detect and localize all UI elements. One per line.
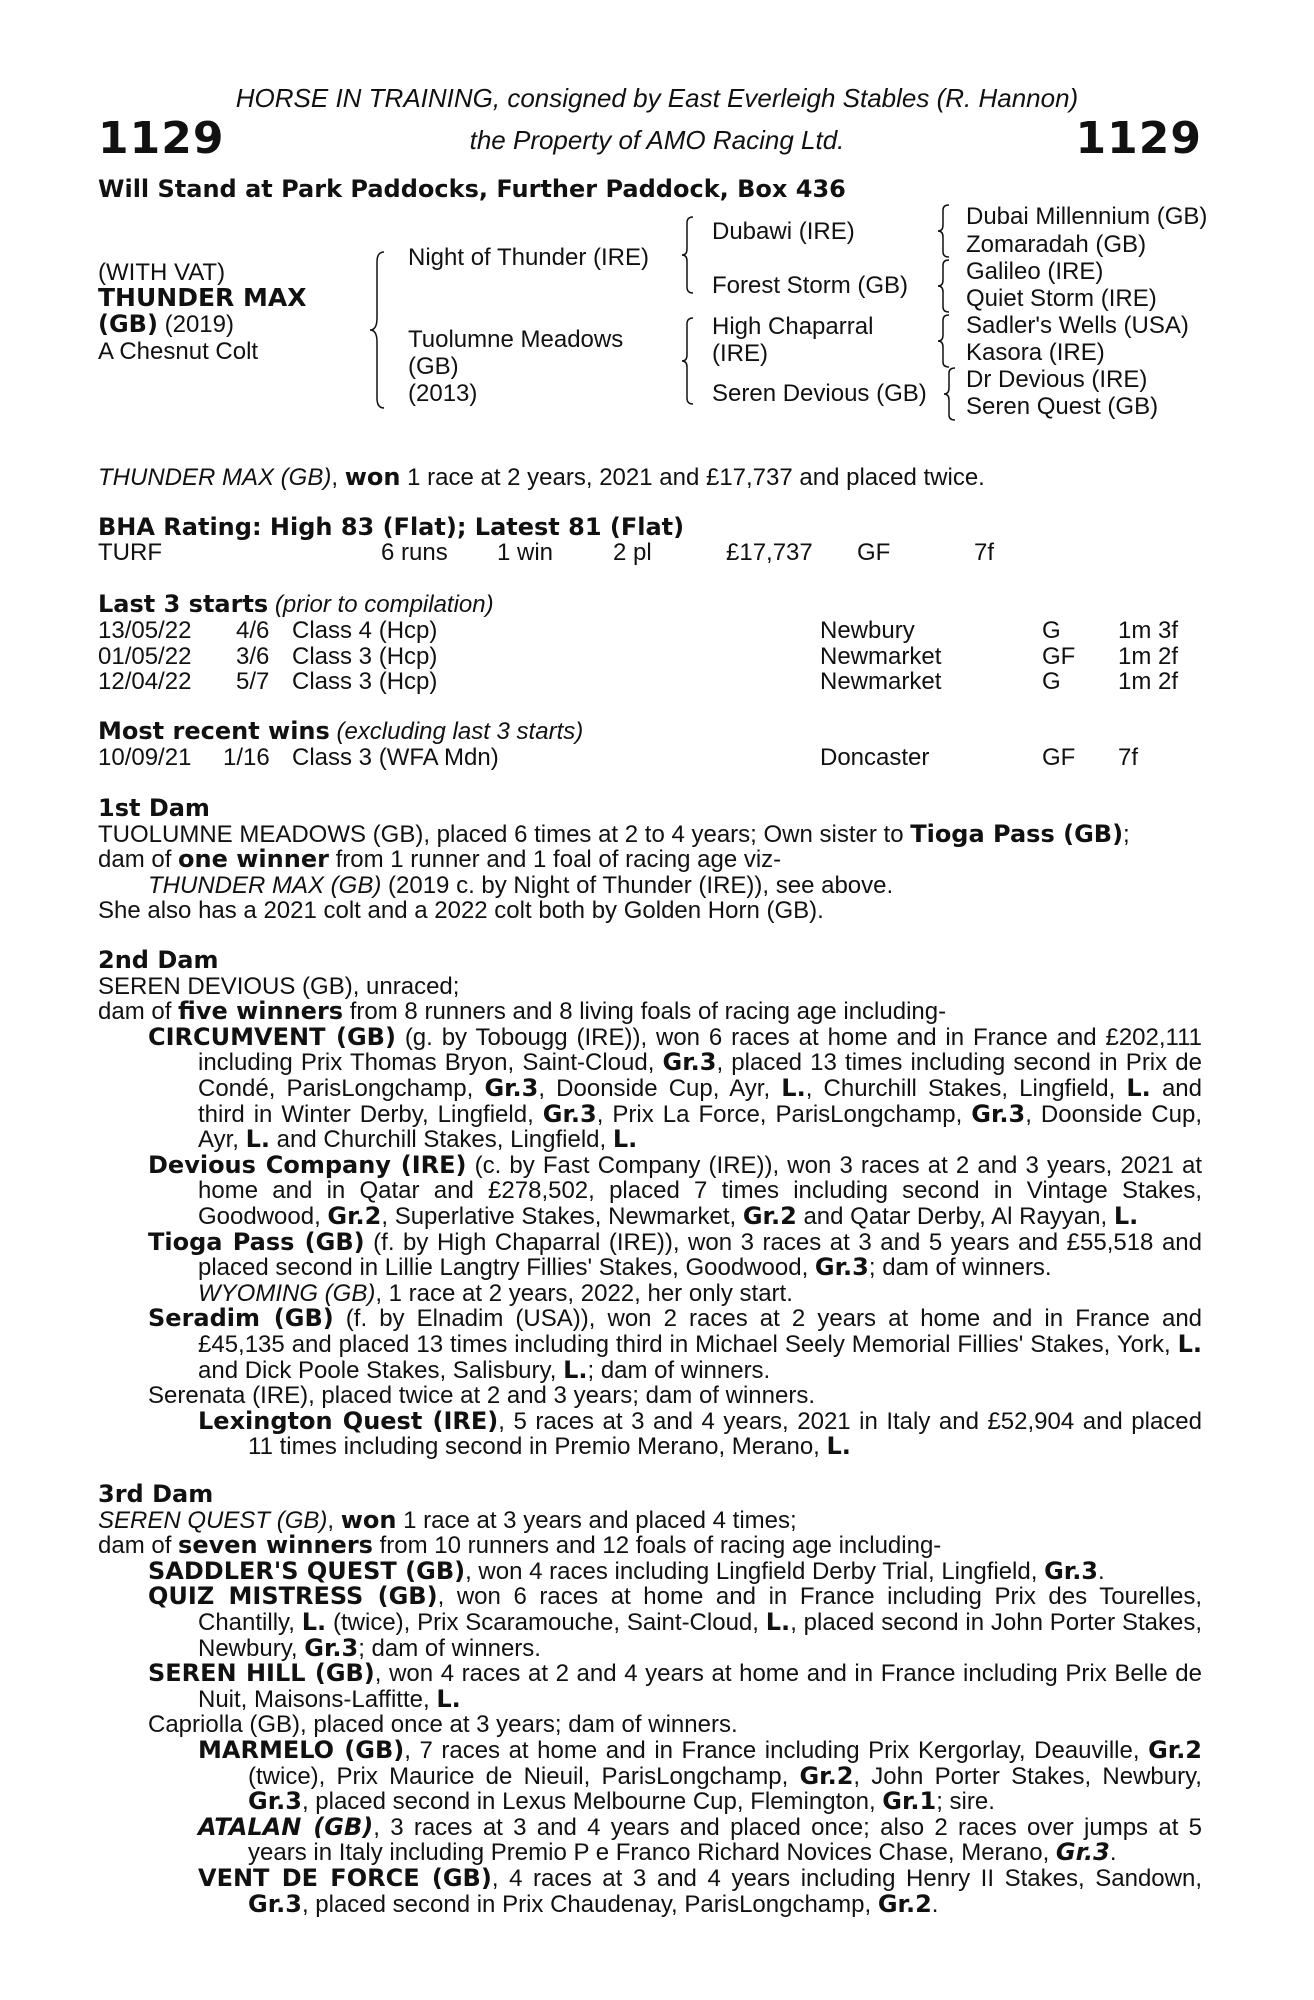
brace-gg2 xyxy=(936,258,952,314)
dam-line2: (GB) xyxy=(408,353,459,380)
produce-entry: Capriolla (GB), placed once at 3 years; dam of winners. xyxy=(148,1711,738,1739)
last3-heading xyxy=(98,592,494,618)
runs: 6 runs xyxy=(381,539,448,566)
produce-entry: Serenata (IRE), placed twice at 2 and 3 years; dam of winners. xyxy=(148,1382,815,1410)
brace-gg4 xyxy=(942,366,958,422)
third-dam-produce: dam of seven winners from 10 runners and 12 foals of racing age including- xyxy=(98,1531,942,1560)
summary-horse: THUNDER MAX (GB) xyxy=(98,464,332,491)
ggd-4: Seren Quest (GB) xyxy=(966,393,1159,420)
produce-entry: WYOMING (GB), 1 race at 2 years, 2022, her only start. xyxy=(198,1279,793,1307)
first-dam-also: She also has a 2021 colt and a 2022 colt both by Golden Horn (GB). xyxy=(98,897,824,925)
recent-table xyxy=(98,745,1208,771)
third-dam-line: SEREN QUEST (GB), won 1 race at 3 years and placed 4 times; xyxy=(98,1505,797,1534)
best-going: GF xyxy=(857,539,891,566)
ggs-2: Galileo (IRE) xyxy=(966,258,1104,285)
produce-entry: QUIZ MISTRESS (GB), won 6 races at home and in France including Prix des Tourelles, Chantilly, L. (twice), Prix Scaramouche, Saint-Cloud, L., placed second in John Porter Stakes, Newbury, Gr.3; dam of winners. xyxy=(148,1582,1203,1662)
brace-gg3 xyxy=(936,313,952,369)
first-dam-line: TUOLUMNE MEADOWS (GB), placed 6 times at 2 to 4 years; Own sister to Tioga Pass (GB); xyxy=(98,819,1130,848)
produce-entry: Seradim (GB) (f. by Elnadim (USA)), won 2 races at 2 years at home and in France and £45,135 and placed 13 times including third in Michael Seely Memorial Fillies' Stakes, York, L. and Dick Poole Stakes, Salisbury, L.; dam of winners. xyxy=(148,1304,1203,1384)
dam-line3: (2013) xyxy=(408,380,478,407)
main-brace xyxy=(368,250,388,410)
sire-sire: Dubawi (IRE) xyxy=(712,218,855,245)
first-dam-produce: dam of one winner from 1 runner and 1 foal of racing age viz- xyxy=(98,845,782,874)
dam-dam: Seren Devious (GB) xyxy=(712,380,927,407)
produce-entry: ATALAN (GB), 3 races at 3 and 4 years and placed once; also 2 races over jumps at 5 years in Italy including Premio P e Franco Richard Novices Chase, Merano, Gr.3. xyxy=(198,1812,1202,1867)
dam-line1: Tuolumne Meadows xyxy=(408,326,624,353)
race-summary xyxy=(98,465,985,491)
summary-sep: , xyxy=(331,464,345,491)
last3-title: Last 3 starts xyxy=(98,590,269,618)
produce-entry: CIRCUMVENT (GB) (g. by Tobougg (IRE)), won 6 races at home and in France and £202,111 including Prix Thomas Bryon, Saint-Cloud, Gr.3, placed 13 times including second in Prix de Condé, ParisLongchamp, Gr.3, Doonside Cup, Ayr, L., Churchill Stakes, Lingfield, L. and third in Winter Derby, Lingfield, Gr.3, Prix La Force, ParisLongchamp, Gr.3, Doonside Cup, Ayr, L. and Churchill Stakes, Lingfield, L. xyxy=(148,1022,1203,1154)
produce-entry: SADDLER'S QUEST (GB), won 4 races including Lingfield Derby Trial, Lingfield, Gr.3. xyxy=(148,1556,1105,1585)
lot-number-right: 1129 xyxy=(1075,113,1202,164)
ggs-3: Sadler's Wells (USA) xyxy=(966,312,1189,339)
summary-rest: 1 race at 2 years, 2021 and £17,737 and placed twice. xyxy=(400,464,985,491)
last3-note: (prior to compilation) xyxy=(268,591,494,618)
table-row: 12/04/22 5/7 Class 3 (Hcp) Newmarket G 1m 2f xyxy=(98,668,1179,696)
first-dam-section xyxy=(98,796,1202,924)
stand-location: Will Stand at Park Paddocks, Further Paddock, Box 436 xyxy=(98,175,846,203)
ggs-1: Dubai Millennium (GB) xyxy=(966,203,1208,230)
lot-number-left: 1129 xyxy=(98,113,225,164)
horse-origin-year xyxy=(98,312,234,338)
last3-table xyxy=(98,618,1208,695)
bha-rating: BHA Rating: High 83 (Flat); Latest 81 (Flat) xyxy=(98,513,685,541)
first-dam-foal: THUNDER MAX (GB) (2019 c. by Night of Thunder (IRE)), see above. xyxy=(148,871,894,899)
section-title: 3rd Dam xyxy=(98,1480,214,1508)
summary-won: won xyxy=(344,463,401,491)
dam-sire-line2: (IRE) xyxy=(712,340,768,367)
recent-title: Most recent wins xyxy=(98,717,330,745)
dam-brace xyxy=(680,316,696,406)
section-title: 1st Dam xyxy=(98,794,210,822)
third-dam-section xyxy=(98,1482,1202,1917)
best-distance: 7f xyxy=(974,539,995,566)
second-dam-section xyxy=(98,948,1202,1460)
sire-brace xyxy=(680,215,696,295)
table-row: 13/05/22 4/6 Class 4 (Hcp) Newbury G 1m 3f xyxy=(98,617,1179,644)
table-row: 10/09/21 1/16 Class 3 (WFA Mdn) Doncaster GF 7f xyxy=(98,744,1139,771)
prize-money: £17,737 xyxy=(726,539,813,566)
ggd-3: Kasora (IRE) xyxy=(966,339,1105,366)
sire-dam: Forest Storm (GB) xyxy=(712,272,909,299)
produce-entry: Devious Company (IRE) (c. by Fast Company (IRE)), won 3 races at 2 and 3 years, 2021 at home and in Qatar and £278,502, placed 7 times including second in Vintage Stakes, Goodwood, Gr.2, Superlative Stakes, Newmarket, Gr.2 and Qatar Derby, Al Rayyan, L. xyxy=(148,1150,1202,1230)
dam-sire-line1: High Chaparral xyxy=(712,313,874,340)
section-title: 2nd Dam xyxy=(98,946,219,974)
recent-note: (excluding last 3 starts) xyxy=(329,718,584,745)
ggd-1: Zomaradah (GB) xyxy=(966,231,1147,258)
placings: 2 pl xyxy=(613,539,652,566)
horse-description: A Chesnut Colt xyxy=(98,338,259,365)
horse-country: (GB) xyxy=(98,310,158,338)
produce-entry: MARMELO (GB), 7 races at home and in France including Prix Kergorlay, Deauville, Gr.2 (twice), Prix Maurice de Nieuil, ParisLongchamp, Gr.2, John Porter Stakes, Newbury, Gr.3, placed second in Lexus Melbourne Cup, Flemington, Gr.1; sire. xyxy=(198,1735,1203,1816)
consignor-line: HORSE IN TRAINING, consigned by East Everleigh Stables (R. Hannon) xyxy=(235,83,1079,113)
brace-gg1 xyxy=(936,203,952,259)
produce-entry: Lexington Quest (IRE), 5 races at 3 and 4 years, 2021 in Italy and £52,904 and placed 11 times including second in Premio Merano, Merano, L. xyxy=(198,1406,1203,1461)
second-dam-produce: dam of five winners from 8 runners and 8 living foals of racing age including- xyxy=(98,997,947,1026)
horse-year: (2019) xyxy=(157,311,234,338)
ggs-4: Dr Devious (IRE) xyxy=(966,366,1148,393)
ggd-2: Quiet Storm (IRE) xyxy=(966,285,1157,312)
produce-entry: Tioga Pass (GB) (f. by High Chaparral (IRE)), won 3 races at 3 and 5 years and £55,518 and placed second in Lillie Langtry Fillies' Stakes, Goodwood, Gr.3; dam of winners. xyxy=(148,1227,1203,1282)
produce-entry: SEREN HILL (GB), won 4 races at 2 and 4 years at home and in France including Prix Belle de Nuit, Maisons-Laffitte, L. xyxy=(148,1659,1202,1713)
horse-name: THUNDER MAX xyxy=(98,283,307,312)
table-row: 01/05/22 3/6 Class 3 (Hcp) Newmarket GF 1m 2f xyxy=(98,642,1179,670)
vat-note: (WITH VAT) xyxy=(98,259,226,286)
surface: TURF xyxy=(98,539,162,566)
produce-entry: VENT DE FORCE (GB), 4 races at 3 and 4 years including Henry II Stakes, Sandown, Gr.3, placed second in Prix Chaudenay, ParisLongchamp, Gr.2. xyxy=(198,1863,1202,1918)
property-line: the Property of AMO Racing Ltd. xyxy=(469,125,845,155)
wins: 1 win xyxy=(497,539,554,566)
second-dam-line: SEREN DEVIOUS (GB), unraced; xyxy=(98,972,460,1000)
recent-heading xyxy=(98,719,583,745)
sire: Night of Thunder (IRE) xyxy=(408,244,649,271)
